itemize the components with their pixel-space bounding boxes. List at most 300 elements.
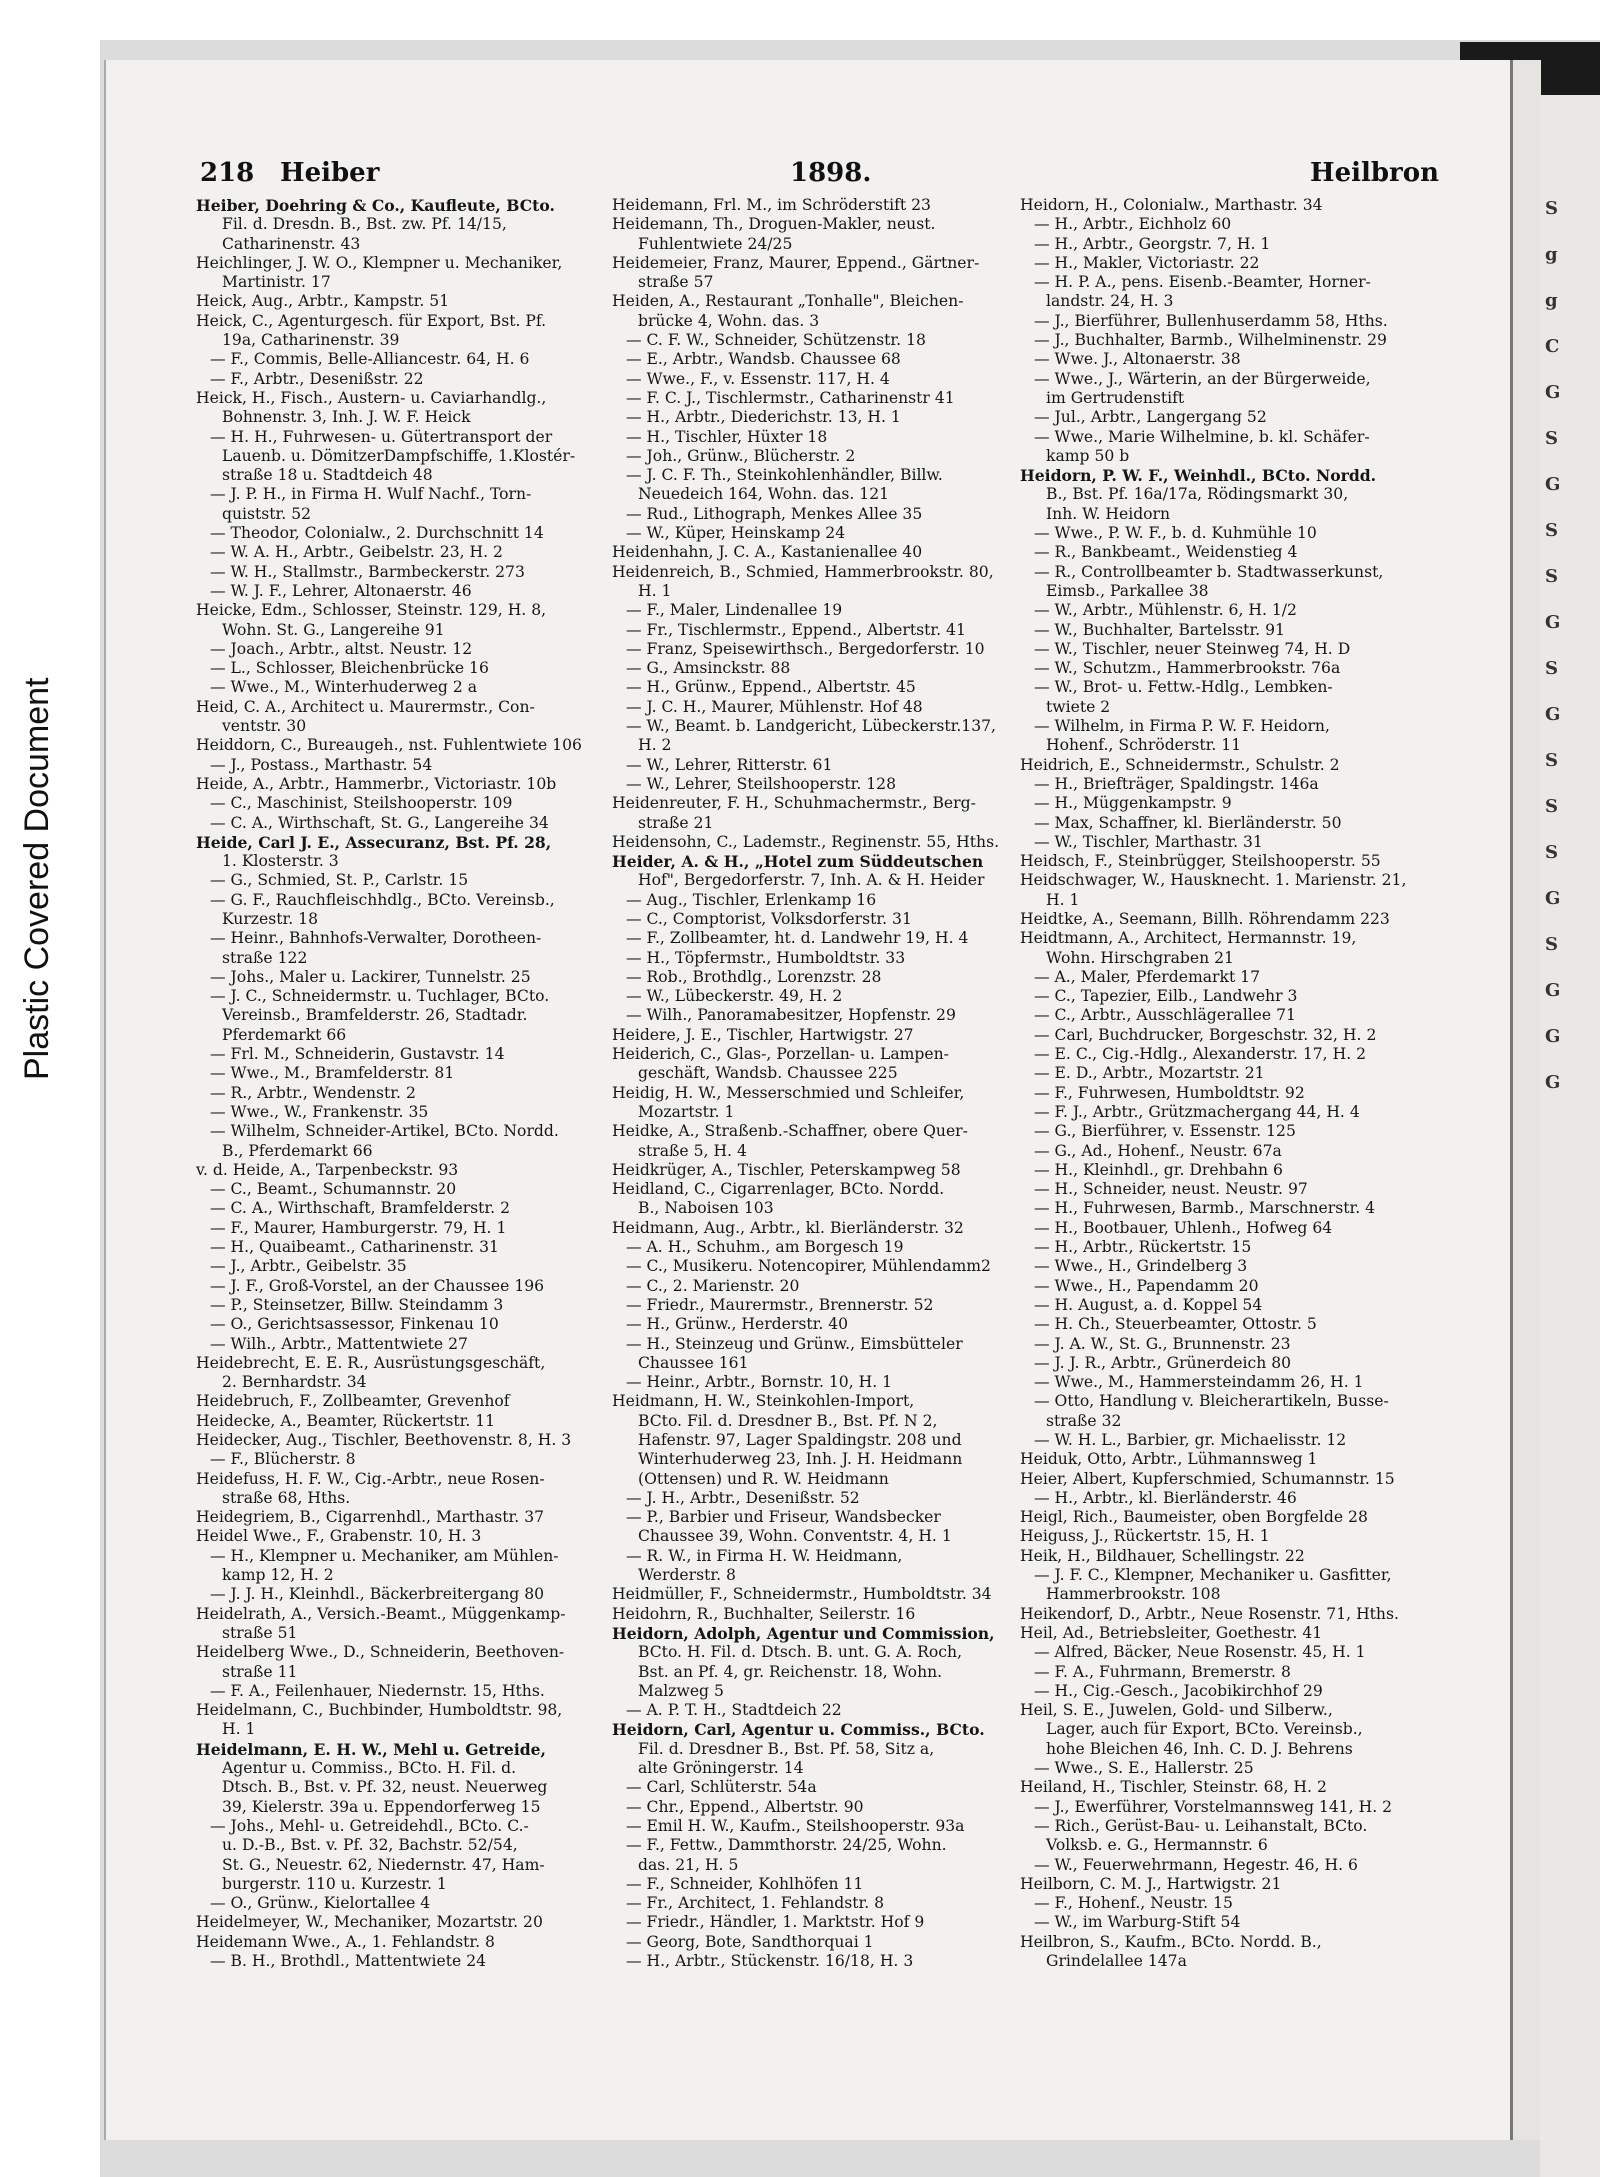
directory-entry-line: — H. H., Fuhrwesen- u. Gütertransport der: [210, 427, 553, 446]
directory-entry-line: — R., Controllbeamter b. Stadtwasserkunst,: [1034, 562, 1384, 581]
facing-page-fragment: G: [1545, 888, 1561, 909]
directory-entry-line: Heilbron, S., Kaufm., BCto. Nordd. B.,: [1020, 1932, 1322, 1951]
directory-entry-line: Heier, Albert, Kupferschmied, Schumannstr. 15: [1020, 1469, 1395, 1488]
directory-entry-line: Volksb. e. G., Hermannstr. 6: [1046, 1836, 1268, 1855]
directory-entry-line: 2. Bernhardstr. 34: [222, 1373, 367, 1392]
directory-entry-line: — Fr., Tischlermstr., Eppend., Albertstr. 41: [626, 620, 966, 639]
directory-entry-line: — W. J. F., Lehrer, Altonaerstr. 46: [210, 581, 472, 600]
directory-entry-line: Heidelrath, A., Versich.-Beamt., Müggenkamp-: [196, 1604, 566, 1623]
directory-entry-line: — H., Grünw., Eppend., Albertstr. 45: [626, 678, 916, 697]
directory-entry-line: Heidegriem, B., Cigarrenhdl., Marthastr. 37: [196, 1508, 545, 1527]
directory-entry-line: — W., Tischler, Marthastr. 31: [1034, 832, 1263, 851]
directory-entry-line: u. D.-B., Bst. v. Pf. 32, Bachstr. 52/54,: [222, 1836, 518, 1855]
directory-entry-line: — C., Musikeru. Notencopirer, Mühlendamm2: [626, 1257, 991, 1276]
directory-entry-line: B., Bst. Pf. 16a/17a, Rödingsmarkt 30,: [1046, 485, 1349, 504]
directory-entry-line: — J. H., Arbtr., Desenißstr. 52: [626, 1488, 860, 1507]
directory-entry-line: — Wwe., Marie Wilhelmine, b. kl. Schäfer-: [1034, 427, 1370, 446]
directory-entry-line: — J. J. R., Arbtr., Grünerdeich 80: [1034, 1353, 1292, 1372]
facing-page-fragment: G: [1545, 474, 1561, 495]
directory-entry-line: Heider, A. & H., „Hotel zum Süddeutschen: [612, 852, 984, 872]
directory-entry-line: 19a, Catharinenstr. 39: [222, 331, 400, 350]
directory-entry-line: Heidenreich, B., Schmied, Hammerbrookstr. 80,: [612, 562, 994, 581]
directory-entry-line: straße 21: [638, 813, 714, 832]
directory-entry-line: Heichlinger, J. W. O., Klempner u. Mechaniker,: [196, 253, 563, 272]
facing-page-fragment: G: [1545, 1026, 1561, 1047]
directory-entry-line: Winterhuderweg 23, Inh. J. H. Heidmann: [638, 1450, 963, 1469]
directory-entry-line: — Johs., Maler u. Lackirer, Tunnelstr. 25: [210, 967, 531, 986]
directory-entry-line: straße 68, Hths.: [222, 1488, 351, 1507]
directory-entry-line: Heidmüller, F., Schneidermstr., Humboldtstr. 34: [612, 1585, 992, 1604]
directory-entry-line: — Wilhelm, in Firma P. W. F. Heidorn,: [1034, 717, 1330, 736]
directory-entry-line: Hafenstr. 97, Lager Spaldingstr. 208 und: [638, 1431, 962, 1449]
directory-entry-line: Wohn. St. G., Langereihe 91: [222, 620, 445, 639]
directory-entry-line: Heide, Carl J. E., Assecuranz, Bst. Pf. 28,: [196, 832, 552, 852]
directory-entry-line: BCto. Fil. d. Dresdner B., Bst. Pf. N 2,: [638, 1411, 938, 1430]
facing-page-fragment: S: [1545, 198, 1558, 219]
page-header: [200, 158, 1480, 194]
directory-entry-line: Mozartstr. 1: [638, 1102, 735, 1121]
directory-entry-line: Heidelmann, E. H. W., Mehl u. Getreide,: [196, 1739, 546, 1759]
directory-entry-line: — O., Grünw., Kielortallee 4: [210, 1894, 431, 1913]
directory-entry-line: — Alfred, Bäcker, Neue Rosenstr. 45, H. 1: [1034, 1643, 1366, 1662]
directory-entry-line: — J. A. W., St. G., Brunnenstr. 23: [1034, 1334, 1291, 1353]
directory-entry-line: — J. C. H., Maurer, Mühlenstr. Hof 48: [626, 697, 923, 716]
directory-entry-line: hohe Bleichen 46, Inh. C. D. J. Behrens: [1046, 1739, 1353, 1758]
directory-entry-line: Hammerbrookstr. 108: [1046, 1585, 1221, 1604]
directory-entry-line: Heidefuss, H. F. W., Cig.-Arbtr., neue Rosen-: [196, 1469, 545, 1488]
directory-entry-line: — G., Ad., Hohenf., Neustr. 67a: [1034, 1141, 1282, 1160]
facing-page-fragment: S: [1545, 796, 1558, 817]
directory-entry-line: Heidebrecht, E. E. R., Ausrüstungsgeschäft,: [196, 1353, 546, 1372]
directory-entry-line: — Chr., Eppend., Albertstr. 90: [626, 1797, 864, 1816]
directory-entry-line: Wohn. Hirschgraben 21: [1046, 948, 1234, 967]
directory-entry-line: — J. J. H., Kleinhdl., Bäckerbreitergang 80: [210, 1585, 545, 1604]
directory-entry-line: — Carl, Buchdrucker, Borgeschstr. 32, H. 2: [1034, 1025, 1377, 1044]
directory-entry-line: — G. F., Rauchfleischhdlg., BCto. Vereinsb.,: [210, 890, 555, 909]
directory-entry-line: Heidecker, Aug., Tischler, Beethovenstr. 8, H. 3: [196, 1431, 572, 1449]
directory-entry-line: — H., Grünw., Herderstr. 40: [626, 1315, 849, 1334]
directory-entry-line: ventstr. 30: [222, 717, 307, 736]
directory-entry-line: Heidemeier, Franz, Maurer, Eppend., Gärtner-: [612, 253, 980, 272]
directory-entry-line: — J., Arbtr., Geibelstr. 35: [210, 1257, 407, 1276]
directory-entry-line: burgerstr. 110 u. Kurzestr. 1: [222, 1874, 447, 1893]
directory-entry-line: Heil, Ad., Betriebsleiter, Goethestr. 41: [1020, 1623, 1323, 1642]
directory-entry-line: — Johs., Mehl- u. Getreidehdl., BCto. C.-: [210, 1816, 529, 1835]
directory-entry-line: Heik, H., Bildhauer, Schellingstr. 22: [1020, 1546, 1305, 1565]
directory-entry-line: — H., Briefträger, Spaldingstr. 146a: [1034, 774, 1319, 793]
directory-column-2: [612, 196, 1014, 1971]
directory-entry-line: kamp 50 b: [1046, 446, 1130, 465]
directory-entry-line: Heick, Aug., Arbtr., Kampstr. 51: [196, 292, 450, 311]
directory-entry-line: Heidland, C., Cigarrenlager, BCto. Nordd.: [612, 1180, 945, 1199]
directory-entry-line: — Aug., Tischler, Erlenkamp 16: [626, 890, 877, 909]
directory-entry-line: — H., Klempner u. Mechaniker, am Mühlen-: [210, 1546, 559, 1565]
directory-entry-line: — J. C., Schneidermstr. u. Tuchlager, BCto.: [210, 987, 550, 1006]
running-head-right: Heilbron: [1310, 158, 1439, 188]
directory-entry-line: Heidere, J. E., Tischler, Hartwigstr. 27: [612, 1025, 914, 1044]
directory-entry-line: Fil. d. Dresdner B., Bst. Pf. 58, Sitz a,: [638, 1739, 935, 1758]
facing-page-fragment: G: [1545, 980, 1561, 1001]
directory-entry-line: Kurzestr. 18: [222, 909, 319, 928]
directory-entry-line: — W. H., Stallmstr., Barmbeckerstr. 273: [210, 562, 525, 581]
directory-entry-line: — Wwe., J., Wärterin, an der Bürgerweide,: [1034, 369, 1371, 388]
directory-entry-line: — A. P. T. H., Stadtdeich 22: [626, 1701, 842, 1720]
directory-entry-line: — W., Tischler, neuer Steinweg 74, H. D: [1034, 639, 1351, 658]
directory-entry-line: — H., Kleinhdl., gr. Drehbahn 6: [1034, 1160, 1283, 1179]
directory-entry-line: Werderstr. 8: [638, 1566, 736, 1585]
directory-entry-line: — Max, Schaffner, kl. Bierländerstr. 50: [1034, 813, 1342, 832]
directory-entry-line: — F., Fuhrwesen, Humboldtstr. 92: [1034, 1083, 1305, 1102]
year-heading: 1898.: [790, 158, 872, 188]
directory-entry-line: Heidmann, Aug., Arbtr., kl. Bierländerstr. 32: [612, 1218, 964, 1237]
directory-entry-line: Heidebruch, F., Zollbeamter, Grevenhof: [196, 1392, 510, 1411]
directory-entry-line: — Otto, Handlung v. Bleicherartikeln, Busse-: [1034, 1392, 1389, 1411]
directory-entry-line: — Wilh., Arbtr., Mattentwiete 27: [210, 1334, 468, 1353]
directory-entry-line: Neuedeich 164, Wohn. das. 121: [638, 485, 890, 504]
directory-entry-line: Heidsch, F., Steinbrügger, Steilshooperstr. 55: [1020, 852, 1381, 871]
directory-entry-line: — W. A. H., Arbtr., Geibelstr. 23, H. 2: [210, 543, 503, 562]
directory-entry-line: Heidtmann, A., Architect, Hermannstr. 19,: [1020, 929, 1357, 948]
directory-entry-line: Heiduk, Otto, Arbtr., Lühmannsweg 1: [1020, 1450, 1318, 1469]
directory-entry-line: Heidtke, A., Seemann, Billh. Röhrendamm 223: [1020, 909, 1390, 928]
directory-entry-line: Eimsb., Parkallee 38: [1046, 581, 1209, 600]
facing-page-fragment: S: [1545, 750, 1558, 771]
directory-entry-line: H. 2: [638, 736, 672, 755]
directory-entry-line: — H. P. A., pens. Eisenb.-Beamter, Horner-: [1034, 273, 1371, 292]
directory-entry-line: — W., im Warburg-Stift 54: [1034, 1913, 1241, 1932]
directory-entry-line: — Wwe., M., Hammersteindamm 26, H. 1: [1034, 1373, 1364, 1392]
directory-entry-line: — R., Arbtr., Wendenstr. 2: [210, 1083, 416, 1102]
directory-entry-line: 39, Kielerstr. 39a u. Eppendorferweg 15: [222, 1797, 541, 1816]
facing-page-fragments: [1545, 200, 1595, 1120]
directory-entry-line: — Wwe., P. W. F., b. d. Kuhmühle 10: [1034, 524, 1317, 543]
directory-entry-line: Heide, A., Arbtr., Hammerbr., Victoriastr. 10b: [196, 774, 557, 793]
directory-entry-line: — Wwe., H., Grindelberg 3: [1034, 1257, 1248, 1276]
directory-column-3: [1020, 196, 1450, 1971]
directory-entry-line: H. 1: [1046, 890, 1080, 909]
directory-entry-line: Heidel Wwe., F., Grabenstr. 10, H. 3: [196, 1527, 482, 1546]
directory-entry-line: Heidelberg Wwe., D., Schneiderin, Beethoven-: [196, 1643, 565, 1662]
directory-entry-line: Heidenhahn, J. C. A., Kastanienallee 40: [612, 543, 923, 562]
directory-entry-line: Heil, S. E., Juwelen, Gold- und Silberw.,: [1020, 1701, 1333, 1720]
directory-entry-line: alte Gröningerstr. 14: [638, 1759, 804, 1778]
directory-entry-line: v. d. Heide, A., Tarpenbeckstr. 93: [196, 1160, 459, 1179]
directory-entry-line: — W., Lehrer, Steilshooperstr. 128: [626, 774, 897, 793]
directory-entry-line: Heidmann, H. W., Steinkohlen-Import,: [612, 1392, 915, 1411]
directory-entry-line: Hohenf., Schröderstr. 11: [1046, 736, 1242, 755]
directory-entry-line: Heiddorn, C., Bureaugeh., nst. Fuhlentwiete 106: [196, 736, 582, 755]
directory-entry-line: Grindelallee 147a: [1046, 1952, 1187, 1971]
directory-entry-line: — F., Schneider, Kohlhöfen 11: [626, 1874, 864, 1893]
directory-entry-line: BCto. H. Fil. d. Dtsch. B. unt. G. A. Roch,: [638, 1643, 963, 1662]
directory-entry-line: B., Pferdemarkt 66: [222, 1141, 373, 1160]
directory-entry-line: — F., Maler, Lindenallee 19: [626, 601, 843, 620]
directory-entry-line: Chaussee 161: [638, 1353, 749, 1372]
directory-entry-line: — F. A., Fuhrmann, Bremerstr. 8: [1034, 1662, 1291, 1681]
facing-page-fragment: G: [1545, 1072, 1561, 1093]
directory-entry-line: — E. D., Arbtr., Mozartstr. 21: [1034, 1064, 1265, 1083]
directory-entry-line: Lauenb. u. DömitzerDampfschiffe, 1.Klostér-: [222, 446, 576, 465]
directory-entry-line: H. 1: [638, 581, 672, 600]
directory-entry-line: — Joach., Arbtr., altst. Neustr. 12: [210, 639, 473, 658]
directory-entry-line: straße 57: [638, 273, 714, 292]
directory-entry-line: — J. P. H., in Firma H. Wulf Nachf., Torn-: [210, 485, 532, 504]
directory-entry-line: Martinistr. 17: [222, 273, 331, 292]
directory-entry-line: kamp 12, H. 2: [222, 1566, 334, 1585]
directory-entry-line: — Emil H. W., Kaufm., Steilshooperstr. 93a: [626, 1816, 965, 1835]
facing-page-fragment: G: [1545, 612, 1561, 633]
directory-entry-line: — Rud., Lithograph, Menkes Allee 35: [626, 504, 923, 523]
directory-entry-line: Heidemann, Th., Droguen-Makler, neust.: [612, 215, 936, 234]
directory-entry-line: — C., Tapezier, Eilb., Landwehr 3: [1034, 987, 1298, 1006]
directory-entry-line: — F. A., Feilenhauer, Niedernstr. 15, Hths.: [210, 1681, 545, 1700]
directory-entry-line: Heidemann Wwe., A., 1. Fehlandstr. 8: [196, 1932, 495, 1951]
directory-entry-line: — F., Blücherstr. 8: [210, 1450, 356, 1469]
directory-entry-line: — W., Lehrer, Ritterstr. 61: [626, 755, 833, 774]
directory-entry-line: — C. A., Wirthschaft, St. G., Langereihe 34: [210, 813, 549, 832]
directory-entry-line: — Heinr., Bahnhofs-Verwalter, Dorotheen-: [210, 929, 542, 948]
directory-entry-line: Heidemann, Frl. M., im Schröderstift 23: [612, 196, 931, 214]
directory-entry-line: — Fr., Architect, 1. Fehlandstr. 8: [626, 1894, 885, 1913]
directory-entry-line: — H., Tischler, Hüxter 18: [626, 427, 828, 446]
directory-entry-line: — F., Commis, Belle-Alliancestr. 64, H. 6: [210, 350, 530, 369]
directory-entry-line: H. 1: [222, 1720, 256, 1739]
directory-entry-line: — H., Müggenkampstr. 9: [1034, 794, 1232, 813]
directory-entry-line: — A. H., Schuhm., am Borgesch 19: [626, 1238, 904, 1257]
directory-entry-line: — G., Schmied, St. P., Carlstr. 15: [210, 871, 469, 890]
directory-entry-line: Heidorn, Carl, Agentur u. Commiss., BCto.: [612, 1720, 985, 1740]
directory-entry-line: — C. A., Wirthschaft, Bramfelderstr. 2: [210, 1199, 510, 1218]
directory-entry-line: — Wwe., S. E., Hallerstr. 25: [1034, 1759, 1254, 1778]
directory-entry-line: twiete 2: [1046, 697, 1111, 716]
directory-entry-line: — Theodor, Colonialw., 2. Durchschnitt 14: [210, 524, 544, 543]
directory-entry-line: Heidke, A., Straßenb.-Schaffner, obere Quer-: [612, 1122, 968, 1141]
directory-entry-line: Dtsch. B., Bst. v. Pf. 32, neust. Neuerweg: [222, 1778, 548, 1797]
directory-entry-line: — H., Arbtr., Georgstr. 7, H. 1: [1034, 234, 1271, 253]
directory-entry-line: Fil. d. Dresdn. B., Bst. zw. Pf. 14/15,: [222, 215, 507, 234]
book-gutter: [1510, 60, 1541, 2140]
directory-entry-line: Heick, C., Agenturgesch. für Export, Bst. Pf.: [196, 311, 547, 330]
directory-entry-line: Lager, auch für Export, BCto. Vereinsb.,: [1046, 1720, 1363, 1739]
directory-entry-line: Inh. W. Heidorn: [1046, 504, 1171, 523]
directory-entry-line: — Frl. M., Schneiderin, Gustavstr. 14: [210, 1045, 505, 1064]
directory-entry-line: Heicke, Edm., Schlosser, Steinstr. 129, H. 8,: [196, 601, 547, 620]
directory-entry-line: straße 11: [222, 1662, 298, 1681]
directory-entry-line: im Gertrudenstift: [1046, 388, 1185, 407]
directory-entry-line: — H., Steinzeug und Grünw., Eimsbütteler: [626, 1334, 963, 1353]
directory-entry-line: — H. Ch., Steuerbeamter, Ottostr. 5: [1034, 1315, 1317, 1334]
directory-entry-line: Pferdemarkt 66: [222, 1025, 347, 1044]
directory-entry-line: Catharinenstr. 43: [222, 234, 361, 253]
directory-entry-line: — C., Arbtr., Ausschlägerallee 71: [1034, 1006, 1296, 1025]
directory-entry-line: Heidelmann, C., Buchbinder, Humboldtstr. 98,: [196, 1701, 563, 1720]
directory-entry-line: straße 32: [1046, 1411, 1122, 1430]
facing-page-fragment: C: [1545, 336, 1560, 357]
directory-entry-line: — A., Maler, Pferdemarkt 17: [1034, 967, 1261, 986]
directory-entry-line: Heidorn, P. W. F., Weinhdl., BCto. Nordd.: [1020, 466, 1377, 486]
directory-entry-line: Heidelmeyer, W., Mechaniker, Mozartstr. 20: [196, 1913, 543, 1932]
directory-entry-line: Heiderich, C., Glas-, Porzellan- u. Lampen-: [612, 1045, 949, 1064]
directory-entry-line: Heick, H., Fisch., Austern- u. Caviarhandlg.,: [196, 388, 547, 407]
directory-entry-line: Heiber, Doehring & Co., Kaufleute, BCto.: [196, 196, 555, 215]
directory-entry-line: — C., Beamt., Schumannstr. 20: [210, 1180, 457, 1199]
directory-entry-line: — F., Hohenf., Neustr. 15: [1034, 1894, 1233, 1913]
directory-entry-line: — Rich., Gerüst-Bau- u. Leihanstalt, BCto.: [1034, 1816, 1368, 1835]
directory-entry-line: — H., Arbtr., Rückertstr. 15: [1034, 1238, 1252, 1257]
directory-entry-line: — C., Comptorist, Volksdorferstr. 31: [626, 909, 912, 928]
directory-entry-line: — W. H. L., Barbier, gr. Michaelisstr. 12: [1034, 1431, 1347, 1449]
directory-entry-line: Chaussee 39, Wohn. Conventstr. 4, H. 1: [638, 1527, 952, 1546]
directory-entry-line: — J., Bierführer, Bullenhuserdamm 58, Hths.: [1034, 311, 1388, 330]
directory-entry-line: — Rob., Brothdlg., Lorenzstr. 28: [626, 967, 882, 986]
directory-entry-line: Heidohrn, R., Buchhalter, Seilerstr. 16: [612, 1604, 916, 1623]
facing-page-fragment: S: [1545, 520, 1558, 541]
side-label-text: Plastic Covered Document: [18, 677, 56, 1080]
directory-entry-line: — Jul., Arbtr., Langergang 52: [1034, 408, 1267, 427]
directory-entry-line: — O., Gerichtsassessor, Finkenau 10: [210, 1315, 499, 1334]
directory-entry-line: — Wilh., Panoramabesitzer, Hopfenstr. 29: [626, 1006, 956, 1025]
directory-entry-line: — E. C., Cig.-Hdlg., Alexanderstr. 17, H. 2: [1034, 1045, 1367, 1064]
directory-entry-line: Heiland, H., Tischler, Steinstr. 68, H. 2: [1020, 1778, 1327, 1797]
directory-entry-line: geschäft, Wandsb. Chaussee 225: [638, 1064, 898, 1083]
directory-entry-line: — Franz, Speisewirthsch., Bergedorferstr. 10: [626, 639, 985, 658]
directory-entry-line: Heigl, Rich., Baumeister, oben Borgfelde 28: [1020, 1508, 1368, 1527]
directory-entry-line: — H., Quaibeamt., Catharinenstr. 31: [210, 1238, 499, 1257]
directory-entry-line: — B. H., Brothdl., Mattentwiete 24: [210, 1952, 487, 1971]
directory-entry-line: — E., Arbtr., Wandsb. Chaussee 68: [626, 350, 901, 369]
directory-entry-line: — H., Cig.-Gesch., Jacobikirchhof 29: [1034, 1681, 1323, 1700]
directory-entry-line: quiststr. 52: [222, 504, 312, 523]
directory-entry-line: — J., Postass., Marthastr. 54: [210, 755, 433, 774]
directory-entry-line: — H., Bootbauer, Uhlenh., Hofweg 64: [1034, 1218, 1333, 1237]
directory-entry-line: — Heinr., Arbtr., Bornstr. 10, H. 1: [626, 1373, 893, 1392]
directory-entry-line: straße 18 u. Stadtdeich 48: [222, 466, 433, 485]
directory-entry-line: — Joh., Grünw., Blücherstr. 2: [626, 446, 856, 465]
directory-entry-line: Heidrich, E., Schneidermstr., Schulstr. 2: [1020, 755, 1340, 774]
directory-entry-line: — P., Barbier und Friseur, Wandsbecker: [626, 1508, 941, 1527]
directory-entry-line: straße 122: [222, 948, 308, 967]
directory-entry-line: Heidenreuter, F. H., Schuhmachermstr., Berg-: [612, 794, 976, 813]
directory-entry-line: Heikendorf, D., Arbtr., Neue Rosenstr. 71, Hths.: [1020, 1604, 1399, 1623]
facing-page-fragment: g: [1545, 290, 1558, 311]
directory-entry-line: Heilborn, C. M. J., Hartwigstr. 21: [1020, 1874, 1282, 1893]
directory-entry-line: — Wwe. J., Altonaerstr. 38: [1034, 350, 1241, 369]
directory-entry-line: — F., Arbtr., Desenißstr. 22: [210, 369, 424, 388]
directory-entry-line: B., Naboisen 103: [638, 1199, 774, 1218]
directory-entry-line: — H., Arbtr., kl. Bierländerstr. 46: [1034, 1488, 1297, 1507]
directory-entry-line: 1. Klosterstr. 3: [222, 852, 339, 871]
directory-entry-line: — J. F., Groß-Vorstel, an der Chaussee 196: [210, 1276, 545, 1295]
directory-entry-line: — F., Maurer, Hamburgerstr. 79, H. 1: [210, 1218, 507, 1237]
directory-entry-line: — H., Makler, Victoriastr. 22: [1034, 253, 1260, 272]
directory-entry-line: — Friedr., Händler, 1. Marktstr. Hof 9: [626, 1913, 925, 1932]
directory-entry-line: Bst. an Pf. 4, gr. Reichenstr. 18, Wohn.: [638, 1662, 943, 1681]
directory-entry-line: Heidschwager, W., Hausknecht. 1. Marienstr. 21,: [1020, 871, 1407, 890]
directory-entry-line: Heidorn, H., Colonialw., Marthastr. 34: [1020, 196, 1323, 214]
running-head-left: Heiber: [280, 158, 380, 188]
directory-entry-line: — Wilhelm, Schneider-Artikel, BCto. Nordd.: [210, 1122, 559, 1141]
directory-entry-line: — R., Bankbeamt., Weidenstieg 4: [1034, 543, 1298, 562]
directory-entry-line: — H. August, a. d. Koppel 54: [1034, 1295, 1263, 1314]
directory-entry-line: — H., Arbtr., Diederichstr. 13, H. 1: [626, 408, 901, 427]
facing-page-fragment: S: [1545, 566, 1558, 587]
directory-entry-line: — C. F. W., Schneider, Schützenstr. 18: [626, 331, 926, 350]
facing-page-fragment: G: [1545, 704, 1561, 725]
directory-entry-line: — Wwe., M., Winterhuderweg 2 a: [210, 678, 478, 697]
directory-entry-line: — Wwe., H., Papendamm 20: [1034, 1276, 1259, 1295]
directory-entry-line: — J. F. C., Klempner, Mechaniker u. Gasfitter,: [1034, 1566, 1392, 1585]
directory-entry-line: das. 21, H. 5: [638, 1855, 739, 1874]
page-number: 218: [200, 158, 255, 188]
directory-entry-line: — H., Schneider, neust. Neustr. 97: [1034, 1180, 1308, 1199]
directory-entry-line: — J., Ewerführer, Vorstelmannsweg 141, H. 2: [1034, 1797, 1393, 1816]
directory-entry-line: — Carl, Schlüterstr. 54a: [626, 1778, 817, 1797]
directory-entry-line: — F., Fettw., Dammthorstr. 24/25, Wohn.: [626, 1836, 947, 1855]
directory-entry-line: Heiden, A., Restaurant „Tonhalle", Bleichen-: [612, 292, 964, 311]
directory-entry-line: Vereinsb., Bramfelderstr. 26, Stadtadr.: [222, 1006, 528, 1025]
directory-entry-line: — Wwe., F., v. Essenstr. 117, H. 4: [626, 369, 890, 388]
directory-entry-line: landstr. 24, H. 3: [1046, 292, 1174, 311]
directory-column-1: [196, 196, 608, 1971]
directory-entry-line: — G., Amsinckstr. 88: [626, 659, 791, 678]
directory-entry-line: Heidensohn, C., Lademstr., Reginenstr. 55, Hths.: [612, 832, 1000, 851]
directory-entry-line: Heidorn, Adolph, Agentur und Commission,: [612, 1623, 995, 1643]
directory-entry-line: — G., Bierführer, v. Essenstr. 125: [1034, 1122, 1296, 1141]
facing-page-fragment: S: [1545, 842, 1558, 863]
directory-entry-line: — W., Feuerwehrmann, Hegestr. 46, H. 6: [1034, 1855, 1358, 1874]
directory-entry-line: — H., Arbtr., Eichholz 60: [1034, 215, 1232, 234]
directory-entry-line: straße 5, H. 4: [638, 1141, 747, 1160]
directory-entry-line: Heidig, H. W., Messerschmied und Schleifer,: [612, 1083, 965, 1102]
facing-page-fragment: G: [1545, 382, 1561, 403]
directory-entry-line: — W., Brot- u. Fettw.-Hdlg., Lembken-: [1034, 678, 1333, 697]
directory-entry-line: — W., Küper, Heinskamp 24: [626, 524, 846, 543]
directory-entry-line: — Georg, Bote, Sandthorquai 1: [626, 1932, 874, 1951]
directory-entry-line: — J., Buchhalter, Barmb., Wilhelminenstr. 29: [1034, 331, 1387, 350]
directory-entry-line: (Ottensen) und R. W. Heidmann: [638, 1469, 889, 1488]
directory-entry-line: Heiguss, J., Rückertstr. 15, H. 1: [1020, 1527, 1270, 1546]
directory-entry-line: Heidkrüger, A., Tischler, Peterskampweg 58: [612, 1160, 961, 1179]
directory-entry-line: — W., Schutzm., Hammerbrookstr. 76a: [1034, 659, 1341, 678]
directory-entry-line: — F., Zollbeamter, ht. d. Landwehr 19, H. 4: [626, 929, 969, 948]
facing-page-fragment: g: [1545, 244, 1558, 265]
facing-page-fragment: S: [1545, 428, 1558, 449]
directory-entry-line: — H., Arbtr., Stückenstr. 16/18, H. 3: [626, 1952, 914, 1971]
directory-entry-line: Hof", Bergedorferstr. 7, Inh. A. & H. Heider: [638, 871, 985, 890]
directory-entry-line: brücke 4, Wohn. das. 3: [638, 311, 820, 330]
directory-entry-line: — W., Beamt. b. Landgericht, Lübeckerstr.137,: [626, 717, 997, 736]
directory-entry-line: — W., Lübeckerstr. 49, H. 2: [626, 987, 843, 1006]
directory-entry-line: — W., Arbtr., Mühlenstr. 6, H. 1/2: [1034, 601, 1297, 620]
directory-entry-line: Heidecke, A., Beamter, Rückertstr. 11: [196, 1411, 496, 1430]
directory-entry-line: — H., Fuhrwesen, Barmb., Marschnerstr. 4: [1034, 1199, 1376, 1218]
directory-entry-line: — Wwe., M., Bramfelderstr. 81: [210, 1064, 455, 1083]
directory-entry-line: Fuhlentwiete 24/25: [638, 234, 793, 253]
directory-entry-line: — F. J., Arbtr., Grützmachergang 44, H. 4: [1034, 1102, 1360, 1121]
directory-entry-line: — F. C. J., Tischlermstr., Catharinenstr 41: [626, 388, 955, 407]
directory-entry-line: — L., Schlosser, Bleichenbrücke 16: [210, 659, 489, 678]
directory-entry-line: — Friedr., Maurermstr., Brennerstr. 52: [626, 1295, 934, 1314]
directory-entry-line: straße 51: [222, 1623, 298, 1642]
facing-page-fragment: S: [1545, 934, 1558, 955]
directory-entry-line: St. G., Neuestr. 62, Niedernstr. 47, Ham-: [222, 1855, 545, 1874]
directory-entry-line: Heid, C. A., Architect u. Maurermstr., Con-: [196, 697, 535, 716]
directory-entry-line: — C., Maschinist, Steilshooperstr. 109: [210, 794, 513, 813]
directory-entry-line: — P., Steinsetzer, Billw. Steindamm 3: [210, 1295, 504, 1314]
directory-entry-line: Bohnenstr. 3, Inh. J. W. F. Heick: [222, 408, 471, 427]
directory-entry-line: — Wwe., W., Frankenstr. 35: [210, 1102, 429, 1121]
directory-entry-line: — C., 2. Marienstr. 20: [626, 1276, 800, 1295]
